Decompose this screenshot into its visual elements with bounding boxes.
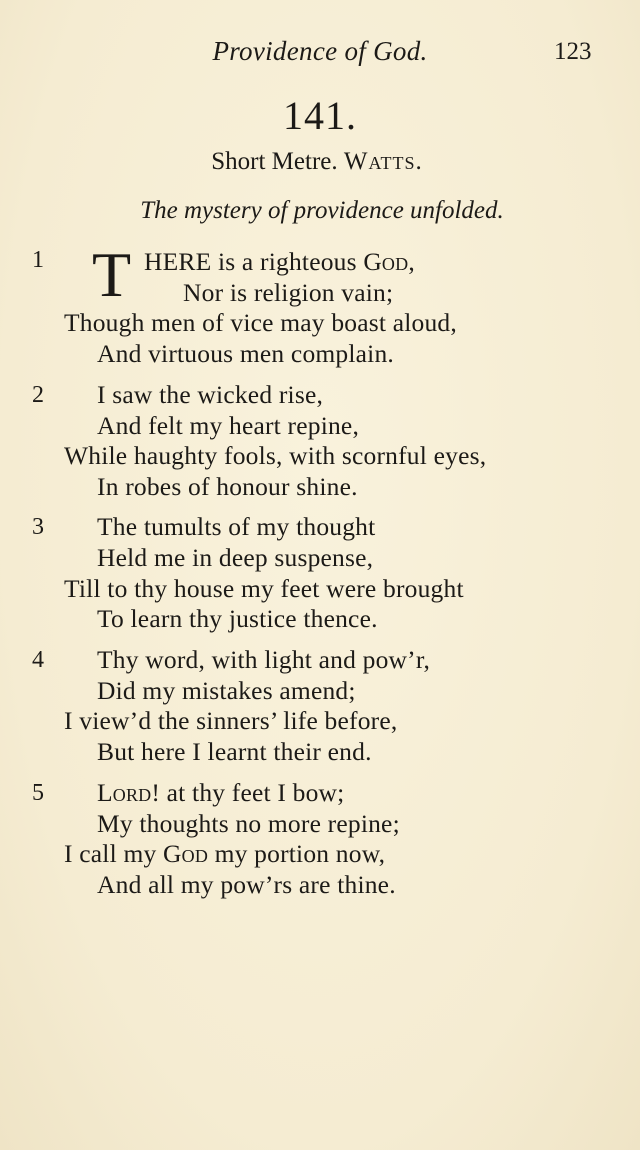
- verse-number: 3: [32, 514, 44, 540]
- verse-line-smallcaps: Lord: [97, 778, 152, 807]
- hymn-subtitle: The mystery of providence unfolded.: [140, 197, 504, 224]
- verse-line: Till to thy house my feet were brought: [64, 574, 464, 603]
- verse-line: [144, 247, 415, 277]
- verse-line: I saw the wicked rise,: [97, 380, 324, 409]
- verse-line: My thoughts no more repine;: [97, 809, 400, 838]
- verse-line-smallcaps: God: [363, 247, 409, 276]
- verse-line: The tumults of my thought: [97, 512, 376, 541]
- verse-line-text: my portion now,: [208, 839, 386, 868]
- verse-number: 4: [32, 647, 44, 673]
- verse-line: Held me in deep suspense,: [97, 543, 374, 572]
- verse-line: In robes of honour shine.: [97, 472, 358, 501]
- verse-line: To learn thy justice thence.: [97, 604, 378, 633]
- verse-line: Nor is religion vain;: [183, 278, 394, 307]
- drop-cap: T: [92, 239, 132, 310]
- verse-line: And felt my heart repine,: [97, 411, 360, 440]
- verse-line: Though men of vice may boast aloud,: [64, 308, 457, 337]
- verse-line: [97, 778, 344, 808]
- verse-number: 1: [32, 247, 44, 273]
- verse-number: 5: [32, 780, 44, 806]
- verse-line: While haughty fools, with scornful eyes,: [64, 441, 487, 470]
- verse-line-text: HERE is a righteous: [144, 247, 357, 276]
- running-title: Providence of God.: [212, 36, 428, 66]
- verse-line: Did my mistakes amend;: [97, 676, 356, 705]
- verse-line-text: ! at thy feet I bow;: [151, 778, 345, 807]
- verse-line: But here I learnt their end.: [97, 737, 372, 766]
- verse-line-punct: ,: [408, 247, 415, 276]
- verse-line: And virtuous men complain.: [97, 339, 394, 368]
- metre-line: [0, 148, 634, 176]
- verse-line: [64, 839, 385, 869]
- verse-line: And all my pow’rs are thine.: [97, 870, 396, 899]
- verse-line: Thy word, with light and pow’r,: [97, 645, 431, 674]
- hymn-number: 141.: [283, 93, 357, 138]
- author: Watts.: [343, 148, 423, 175]
- verse-line-smallcaps: God: [163, 839, 209, 868]
- verse-number: 2: [32, 382, 44, 408]
- verse-line-text: I call my: [64, 839, 157, 868]
- metre: Short Metre.: [211, 148, 338, 175]
- verse-line: I view’d the sinners’ life before,: [64, 706, 398, 735]
- page-number: 123: [554, 38, 592, 65]
